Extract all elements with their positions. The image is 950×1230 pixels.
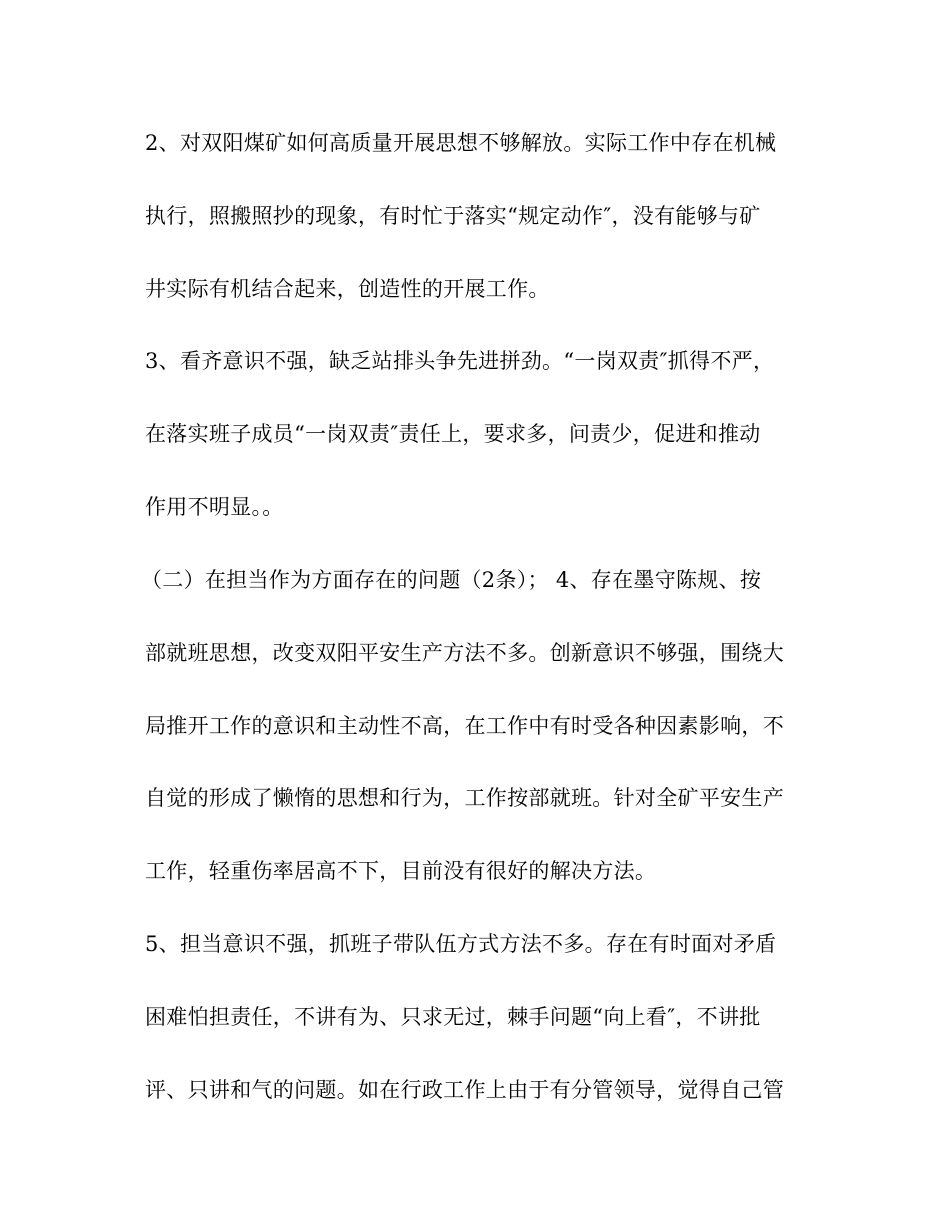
text-line: 3、看齐意识不强，缺乏站排头争先进拼劲。“一岗双责″抓得不严， [145, 349, 775, 373]
text-line: 困难怕担责任，不讲有为、只求无过，棘手问题“向上看″，不讲批 [145, 1005, 761, 1029]
text-line: 作用不明显。。 [145, 495, 284, 519]
text-line: 评、只讲和气的问题。如在行政工作上由于有分管领导，觉得自己管 [145, 1078, 784, 1102]
text-line: 自觉的形成了懒惰的思想和行为，工作按部就班。针对全矿平安生产 [145, 786, 784, 810]
text-line: 2、对双阳煤矿如何高质量开展思想不够解放。实际工作中存在机械 [145, 131, 777, 155]
text-line: 在落实班子成员“一岗双责″责任上，要求多，问责少，促进和推动 [145, 422, 761, 446]
text-line: 5、担当意识不强，抓班子带队伍方式方法不多。存在有时面对矛盾 [145, 932, 777, 956]
text-line: 井实际有机结合起来，创造性的开展工作。 [145, 277, 550, 301]
text-line: 执行，照搬照抄的现象，有时忙于落实“规定动作″，没有能够与矿 [145, 204, 761, 228]
text-line: 工作，轻重伤率居高不下，目前没有很好的解决方法。 [145, 859, 657, 883]
text-line: 局推开工作的意识和主动性不高，在工作中有时受各种因素影响，不 [145, 714, 784, 738]
section-heading-line: （二）在担当作为方面存在的问题（2条）； 4、存在墨守陈规、按 [141, 568, 762, 592]
text-line: 部就班思想，改变双阳平安生产方法不多。创新意识不够强，围绕大 [145, 641, 784, 665]
